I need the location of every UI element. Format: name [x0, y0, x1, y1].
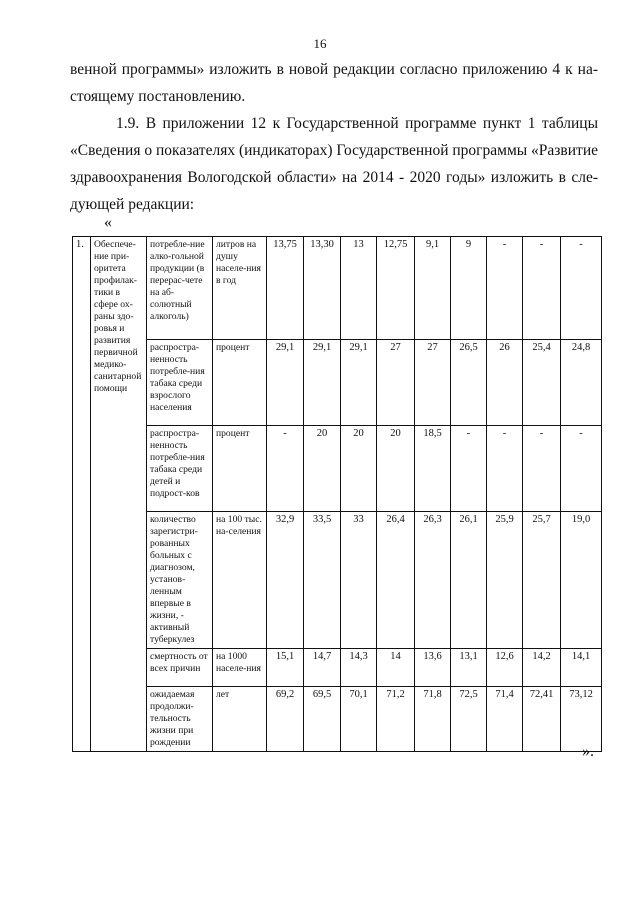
indicator-name: ожидаемая продолжи-тельность жизни при рождении [147, 687, 213, 752]
value-cell: 20 [341, 426, 377, 512]
value-cell: 20 [377, 426, 415, 512]
value-cell: 69,5 [304, 687, 341, 752]
value-cell: 24,8 [561, 340, 602, 426]
value-cell: 71,8 [415, 687, 451, 752]
intro-line-2: стоящему постановлению. [70, 88, 246, 105]
value-cell: 13,30 [304, 237, 341, 340]
indicators-table [72, 236, 602, 752]
section-line-2: «Сведения о показателях (индикаторах) Государственной программы «Развитие [70, 142, 598, 159]
indicator-name: распростра-ненность потребле-ния табака среди взрослого населения [147, 340, 213, 426]
value-cell: 12,75 [377, 237, 415, 340]
table-row [73, 649, 602, 687]
table-row [73, 340, 602, 426]
page-number: 16 [313, 36, 327, 51]
value-cell: 26,4 [377, 512, 415, 649]
section-line-3: здравоохранения Вологодской области» на 2014 - 2020 годы» изложить в сле- [70, 169, 598, 186]
value-cell: 70,1 [341, 687, 377, 752]
indicator-unit: литров на душу населе-ния в год [213, 237, 267, 340]
intro-paragraph [70, 56, 598, 110]
value-cell: 19,0 [561, 512, 602, 649]
value-cell: 26,3 [415, 512, 451, 649]
value-cell: 72,41 [523, 687, 561, 752]
value-cell: 15,1 [267, 649, 304, 687]
value-cell: 27 [377, 340, 415, 426]
value-cell: 13,6 [415, 649, 451, 687]
value-cell: 69,2 [267, 687, 304, 752]
value-cell: 32,9 [267, 512, 304, 649]
indicator-unit: на 1000 населе-ния [213, 649, 267, 687]
section-paragraph [70, 110, 598, 218]
table-row [73, 512, 602, 649]
value-cell: - [487, 237, 523, 340]
value-cell: 26,1 [451, 512, 487, 649]
value-cell: 33,5 [304, 512, 341, 649]
section-line-1: 1.9. В приложении 12 к Государственной программе пункт 1 таблицы [116, 115, 598, 132]
value-cell: 12,6 [487, 649, 523, 687]
value-cell: 33 [341, 512, 377, 649]
value-cell: - [267, 426, 304, 512]
row-index: 1. [73, 237, 91, 752]
opening-quote: « [104, 214, 112, 231]
value-cell: 29,1 [267, 340, 304, 426]
closing-quote: ». [582, 743, 594, 760]
value-cell: 71,4 [487, 687, 523, 752]
value-cell: - [487, 426, 523, 512]
indicator-group: Обеспече-ние при-оритета профилак-тики в сфере ох-раны здо-ровья и развития первичной медико-санитарной помощи [91, 237, 147, 752]
indicator-unit: процент [213, 426, 267, 512]
value-cell: 25,7 [523, 512, 561, 649]
value-cell: 9,1 [415, 237, 451, 340]
value-cell: 14 [377, 649, 415, 687]
indicator-name: количество зарегистри-рованных больных с диагнозом, установ-ленным впервые в жизни, - активный туберкулез [147, 512, 213, 649]
value-cell: 71,2 [377, 687, 415, 752]
value-cell: 27 [415, 340, 451, 426]
table-row [73, 687, 602, 752]
value-cell: 29,1 [304, 340, 341, 426]
value-cell: 26 [487, 340, 523, 426]
value-cell: 13,75 [267, 237, 304, 340]
value-cell: - [523, 426, 561, 512]
value-cell: 9 [451, 237, 487, 340]
value-cell: 25,9 [487, 512, 523, 649]
table-row [73, 237, 602, 340]
value-cell: 29,1 [341, 340, 377, 426]
value-cell: - [561, 237, 602, 340]
indicator-unit: процент [213, 340, 267, 426]
value-cell: 14,1 [561, 649, 602, 687]
value-cell: - [561, 426, 602, 512]
value-cell: 26,5 [451, 340, 487, 426]
value-cell: 73,12 [561, 687, 602, 752]
value-cell: 72,5 [451, 687, 487, 752]
value-cell: - [523, 237, 561, 340]
value-cell: 13 [341, 237, 377, 340]
value-cell: - [451, 426, 487, 512]
value-cell: 14,3 [341, 649, 377, 687]
table-row [73, 426, 602, 512]
indicator-unit: лет [213, 687, 267, 752]
indicator-unit: на 100 тыс. на-селения [213, 512, 267, 649]
indicator-name: смертность от всех причин [147, 649, 213, 687]
indicator-name: потребле-ние алко-гольной продукции (в перерас-чете на аб-солютный алкоголь) [147, 237, 213, 340]
value-cell: 18,5 [415, 426, 451, 512]
value-cell: 13,1 [451, 649, 487, 687]
section-line-4: дующей редакции: [70, 196, 195, 213]
value-cell: 20 [304, 426, 341, 512]
indicator-name: распростра-ненность потребле-ния табака среди детей и подрост-ков [147, 426, 213, 512]
value-cell: 14,2 [523, 649, 561, 687]
value-cell: 25,4 [523, 340, 561, 426]
intro-line-1: венной программы» изложить в новой редакции согласно приложению 4 к на- [70, 61, 598, 78]
value-cell: 14,7 [304, 649, 341, 687]
